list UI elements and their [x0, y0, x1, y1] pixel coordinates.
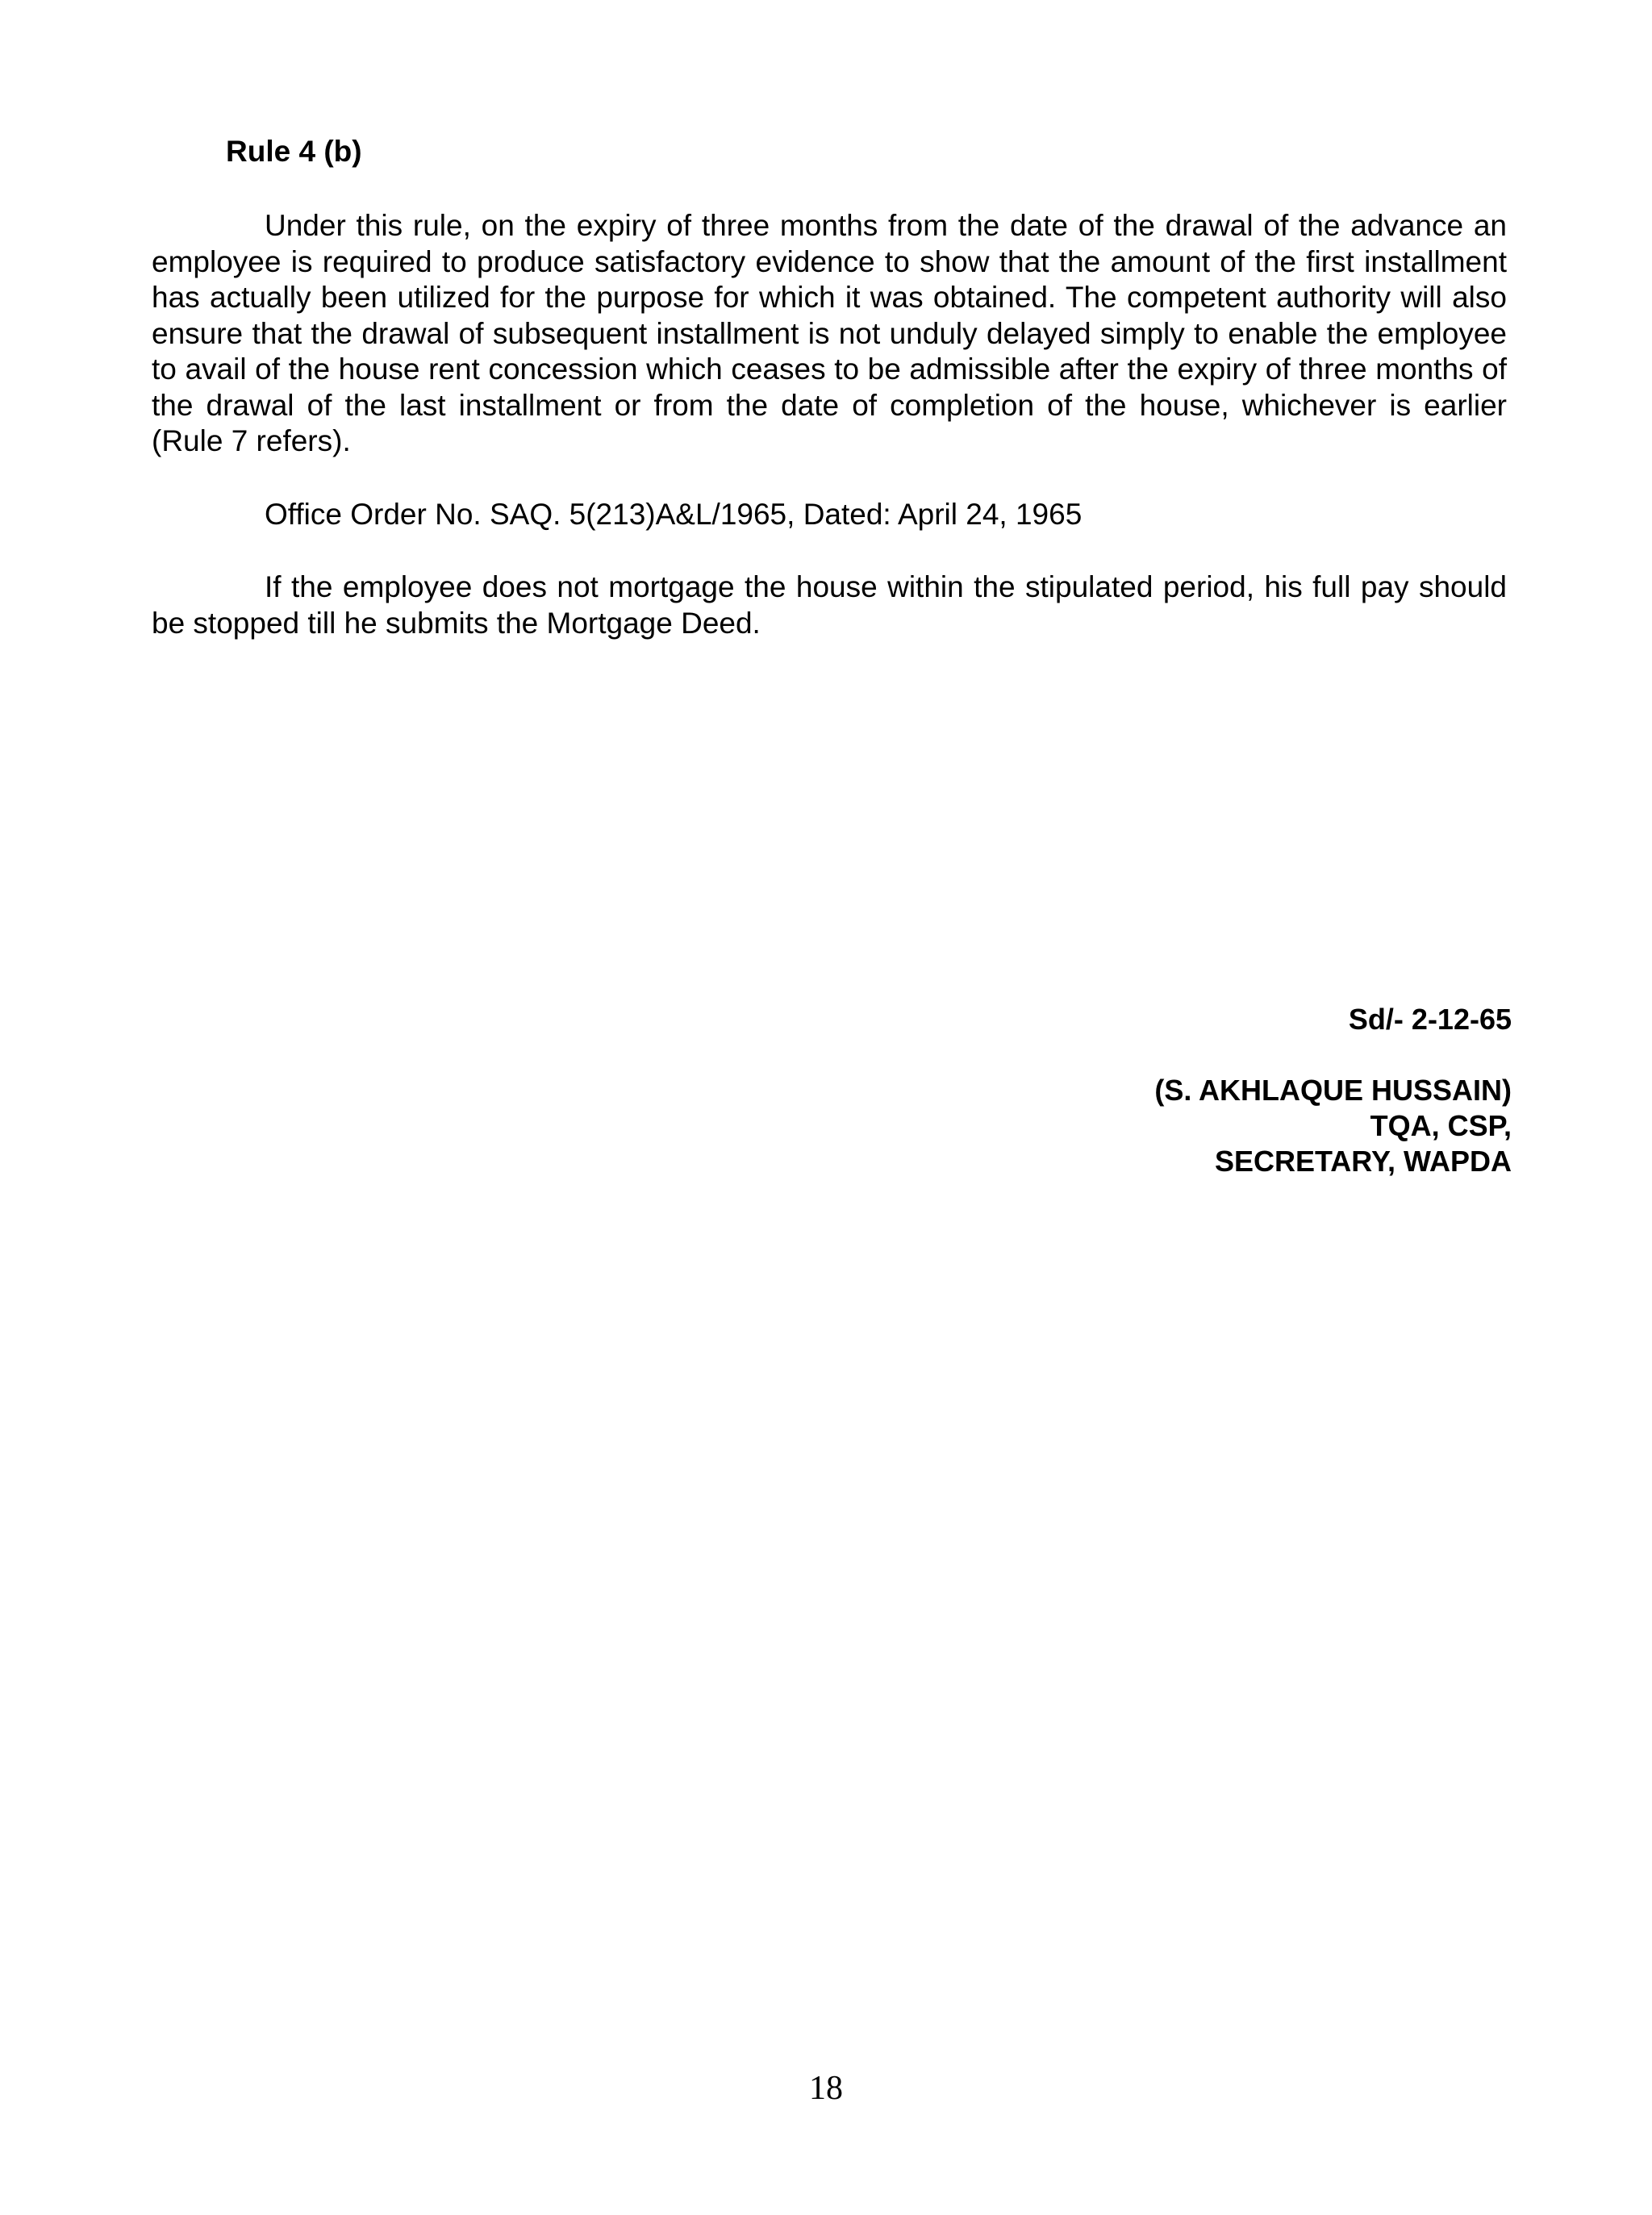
signed-date: Sd/- 2-12-65	[1348, 1003, 1512, 1036]
signatory-credentials: TQA, CSP,	[1370, 1109, 1512, 1142]
rule-paragraph: Under this rule, on the expiry of three months from the date of the drawal of the advance an employee is required to produce satisfactory evidence to show that the amount of the first installment has actually been utilized for the purpose for which it was obtained. The competent authority will also ensure that the drawal of subsequent installment is not unduly delayed simply to enable the employee to avail of the house rent concession which ceases to be admissible after the expiry of three months of the drawal of the last installment or from the date of completion of the house, whichever is earlier (Rule 7 refers).	[152, 209, 1507, 457]
office-order-reference: Office Order No. SAQ. 5(213)A&L/1965, Dated: April 24, 1965	[265, 498, 1083, 531]
signatory-designation: SECRETARY, WAPDA	[1214, 1145, 1512, 1178]
signature-block	[1154, 1002, 1512, 1179]
page-number: 18	[809, 2070, 843, 2107]
mortgage-paragraph: If the employee does not mortgage the house within the stipulated period, his full pay should be stopped till he submits the Mortgage Deed.	[152, 570, 1507, 640]
rule-heading: Rule 4 (b)	[226, 135, 362, 168]
signatory-name: (S. AKHLAQUE HUSSAIN)	[1154, 1074, 1512, 1107]
